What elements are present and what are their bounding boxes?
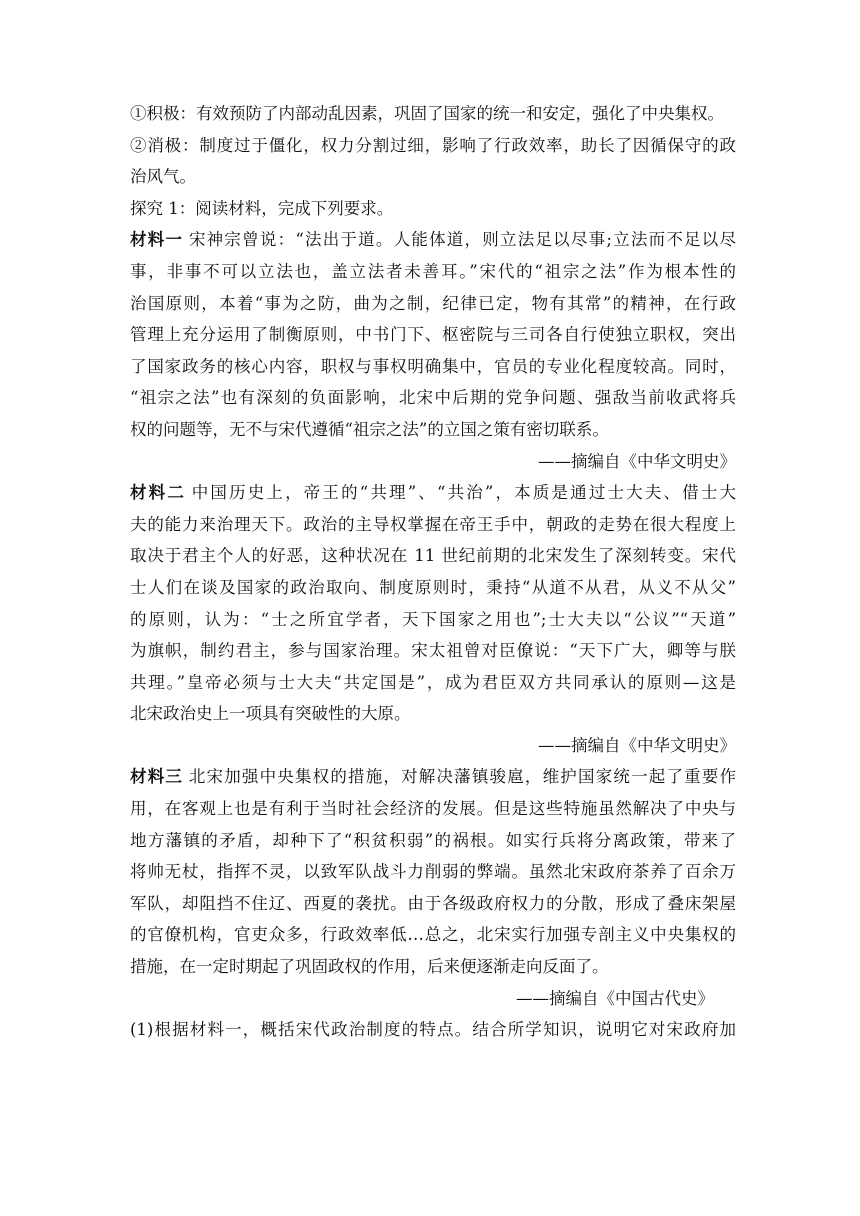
intro-line-positive: ①积极：有效预防了内部动乱因素，巩固了国家的统一和安定，强化了中央集权。 — [130, 104, 724, 123]
material-text: 北宋加强中央集权的措施，对解决藩镇骏扈，维护国家统一起了重要作 — [188, 767, 736, 787]
material-line: 士人们在谈及国家的政治取向、制度原则时，秉持“从道不从君，从义不从父” — [130, 577, 736, 597]
material-source: ——摘编自《中华文明史》 — [538, 451, 736, 471]
material-line: 事，非事不可以立法也，盖立法者未善耳。”宋代的“祖宗之法”作为根本性的 — [130, 261, 736, 281]
material-label: 材料三 — [130, 767, 184, 787]
material-line: 共理。”皇帝必须与士大夫“共定国是”，成为君臣双方共同承认的原则—这是 — [130, 672, 736, 692]
document-page — [130, 98, 736, 1046]
material-text: 宋神宗曾说：“法出于道。人能体道，则立法足以尽事;立法而不足以尽 — [188, 230, 736, 250]
material-one — [130, 224, 736, 477]
intro-line-negative-cont: 治风气。 — [130, 167, 196, 187]
material-line: 地方藩镇的矛盾，却种下了“积贫积弱”的祸根。如实行兵将分离政策，带来了 — [130, 830, 736, 850]
material-line: “祖宗之法”也有深刻的负面影响，北宋中后期的党争问题、强敌当前收武将兵 — [130, 388, 736, 408]
material-source: ——摘编自《中国古代史》 — [516, 988, 714, 1008]
material-label: 材料二 — [130, 483, 186, 503]
material-line: 治国原则，本着“事为之防，曲为之制，纪律已定，物有其常”的精神，在行政 — [130, 293, 736, 313]
material-line: 的原则，认为：“士之所宜学者，天下国家之用也”;士大夫以“公议”“天道” — [130, 609, 736, 629]
material-two — [130, 477, 736, 761]
exploration-heading: 探究 1：阅读材料，完成下列要求。 — [130, 198, 394, 218]
material-line: 权的问题等，无不与宋代遵循“祖宗之法”的立国之策有密切联系。 — [130, 419, 609, 439]
material-line: 将帅无杖，指挥不灵，以致军队战斗力削弱的弊端。虽然北宋政府茶养了百余万 — [130, 862, 736, 882]
material-line: 为旗帜，制约君主，参与国家治理。宋太祖曾对臣僚说：“天下广大，卿等与朕 — [130, 641, 736, 661]
material-line: 北宋政治史上一项具有突破性的大原。 — [130, 704, 411, 724]
material-line — [130, 477, 736, 509]
material-source: ——摘编自《中华文明史》 — [538, 735, 736, 755]
material-line — [130, 761, 736, 793]
material-line: 的官僚机构，官吏众多，行政效率低…总之，北宋实行加强专剖主义中央集权的 — [130, 925, 736, 945]
material-line: 了国家政务的核心内容，职权与事权明确集中，官员的专业化程度较高。同时， — [130, 356, 736, 376]
material-line: 措施，在一定时期起了巩固政权的作用，后来便逐渐走向反面了。 — [130, 957, 609, 977]
material-label: 材料一 — [130, 230, 184, 250]
material-line: 管理上充分运用了制衡原则，中书门下、枢密院与三司各自行使独立职权，突出 — [130, 325, 736, 345]
material-line: 取决于君主个人的好恶，这种状况在 11 世纪前期的北宋发生了深刻转变。宋代 — [130, 546, 736, 566]
material-line: 用，在客观上也是有利于当时社会经济的发展。但是这些特施虽然解决了中央与 — [130, 799, 736, 819]
material-line: 军队，却阻挡不住辽、西夏的袭扰。由于各级政府权力的分散，形成了叠床架屋 — [130, 893, 736, 913]
material-line: 夫的能力来治理天下。政治的主导权掌握在帝王手中，朝政的走势在很大程度上 — [130, 514, 736, 534]
intro-line-negative: ②消极：制度过于僵化，权力分割过细，影响了行政效率，助长了因循保守的政 — [130, 135, 736, 155]
material-three — [130, 761, 736, 1014]
question-one: (1)根据材料一，概括宋代政治制度的特点。结合所学知识，说明它对宋政府加 — [130, 1020, 736, 1040]
material-line — [130, 224, 736, 256]
material-text: 中国历史上，帝王的“共理”、“共治”，本质是通过士大夫、借士大 — [191, 483, 736, 503]
